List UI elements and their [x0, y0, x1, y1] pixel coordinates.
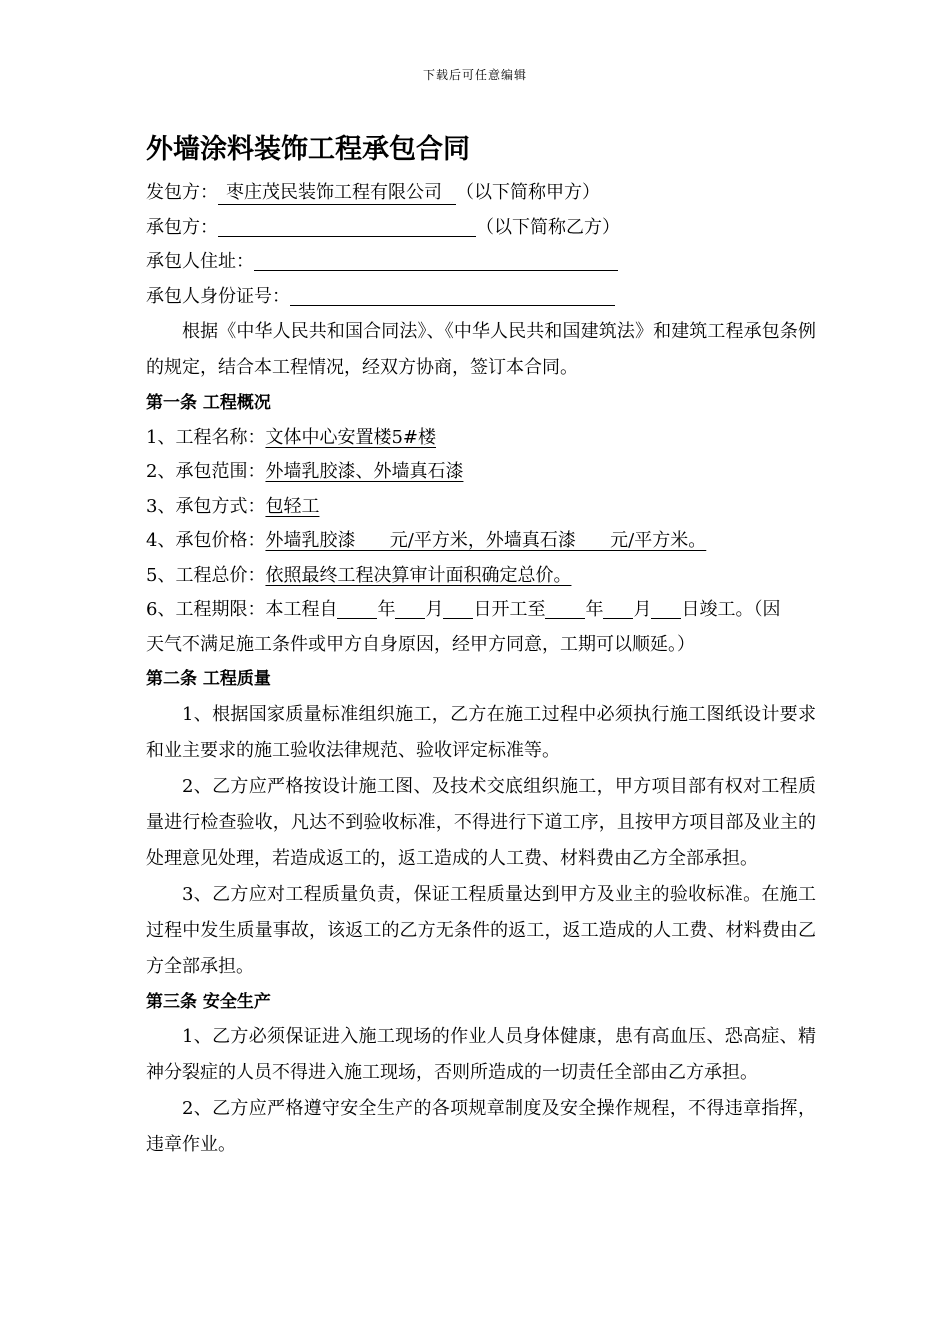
item1-value: 文体中心安置楼5#楼	[265, 426, 436, 448]
header-note: 下载后可任意编辑	[422, 68, 527, 82]
party-a-line	[146, 176, 816, 211]
item3-label: 3、承包方式：	[146, 495, 266, 517]
item6-continuation: 天气不满足施工条件或甲方自身原因，经甲方同意，工期可以顺延。）	[146, 633, 695, 655]
party-a-label: 发包方：	[146, 182, 218, 203]
page-title: 外墙涂料装饰工程承包合同	[146, 134, 470, 165]
id-label: 承包人身份证号：	[146, 285, 290, 307]
address-label: 承包人住址：	[146, 251, 254, 272]
item2-line	[146, 455, 816, 490]
item4-label: 4、承包价格：	[146, 530, 266, 551]
item3-value: 包轻工	[265, 495, 320, 517]
month-blank-1	[395, 598, 425, 619]
contract-page	[146, 128, 816, 1163]
section3-paragraph-1: 1、乙方必须保证进入施工现场的作业人员身体健康，患有高血压、恐高症、精神分裂症的人员不得进入施工现场，否则所造成的一切责任全部由乙方承担。	[146, 1026, 816, 1083]
section2-paragraph-2: 2、乙方应严格按设计施工图、及技术交底组织施工，甲方项目部有权对工程质量进行检查验收，凡达不到验收标准，不得进行下道工序，且按甲方项目部及业主的处理意见处理，若造成返工的，返工造成的人工费、材料费由乙方全部承担。	[146, 775, 816, 869]
id-line	[146, 280, 816, 315]
party-b-line	[146, 211, 816, 246]
item2-value: 外墙乳胶漆、外墙真石漆	[265, 461, 464, 482]
item1-line	[146, 421, 816, 456]
item6-day-1: 日开工至	[473, 599, 546, 620]
party-b-blank	[218, 216, 476, 237]
item6-year-1: 年	[377, 599, 396, 620]
section3-paragraph-2: 2、乙方应严格遵守安全生产的各项规章制度及安全操作规程，不得违章指挥，违章作业。	[146, 1098, 816, 1155]
id-blank	[290, 285, 615, 306]
party-b-label: 承包方：	[146, 216, 218, 238]
item1-label: 1、工程名称：	[146, 426, 266, 448]
item4-value: 外墙乳胶漆 元/平方米，外墙真石漆 元/平方米。	[265, 530, 707, 551]
address-blank	[254, 250, 618, 271]
year-blank-1	[337, 598, 377, 619]
item6-line	[146, 593, 816, 628]
section2-paragraph-1: 1、根据国家质量标准组织施工，乙方在施工过程中必须执行施工图纸设计要求和业主要求的施工验收法律规范、验收评定标准等。	[146, 703, 816, 761]
section2-heading: 第二条 工程质量	[146, 669, 271, 689]
day-blank-1	[443, 598, 473, 619]
item6-year-2: 年	[585, 599, 604, 620]
section1-heading: 第一条 工程概况	[146, 393, 271, 413]
item6-day-2: 日竣工。（因	[681, 599, 781, 620]
item5-line	[146, 559, 816, 594]
section2-paragraph-3: 3、乙方应对工程质量负责，保证工程质量达到甲方及业主的验收标准。在施工过程中发生质量事故，该返工的乙方无条件的返工，返工造成的人工费、材料费由乙方全部承担。	[146, 883, 816, 977]
party-a-value: 枣庄茂民装饰工程有限公司	[218, 182, 456, 205]
year-blank-2	[545, 598, 585, 619]
item6-label: 6、工程期限：本工程自	[146, 599, 338, 620]
party-a-note: （以下简称甲方）	[456, 182, 600, 203]
item2-label: 2、承包范围：	[146, 461, 266, 482]
item3-line	[146, 490, 816, 525]
item5-label: 5、工程总价：	[146, 564, 266, 586]
month-blank-2	[603, 598, 633, 619]
intro-paragraph: 根据《中华人民共和国合同法》、《中华人民共和国建筑法》和建筑工程承包条例的规定，结合本工程情况，经双方协商，签订本合同。	[146, 321, 816, 378]
item6-month-1: 月	[425, 599, 444, 620]
item4-line	[146, 524, 816, 559]
day-blank-2	[651, 598, 681, 619]
item6-month-2: 月	[633, 599, 652, 620]
section3-heading: 第三条 安全生产	[146, 991, 271, 1012]
item5-value: 依照最终工程决算审计面积确定总价。	[265, 564, 572, 586]
address-line	[146, 245, 816, 280]
party-b-note: （以下简称乙方）	[476, 216, 620, 238]
